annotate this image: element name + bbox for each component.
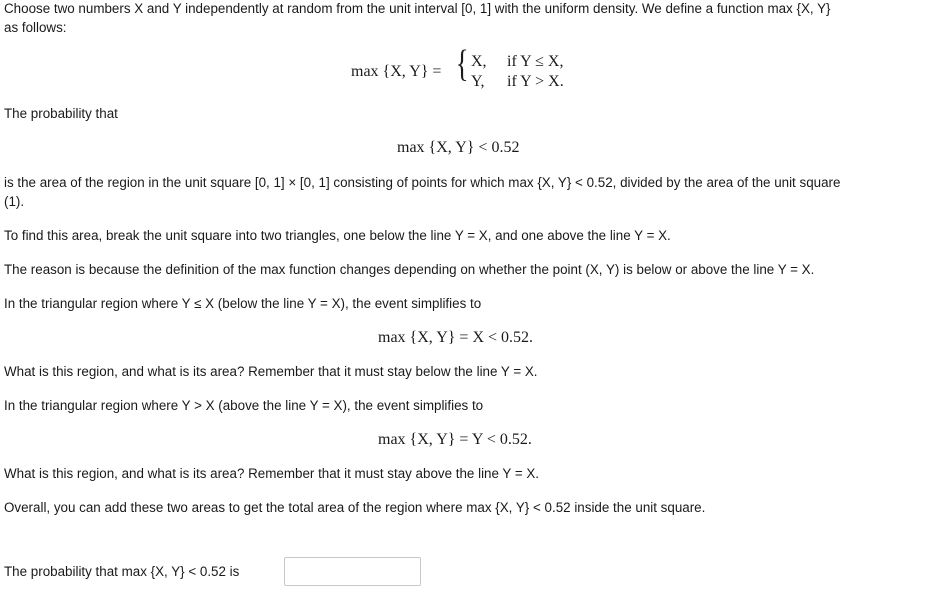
answer-input[interactable] [284,557,421,586]
area-paragraph-line-1: is the area of the region in the unit square [0, 1] × [0, 1] consisting of points for which max {X, Y} < 0.52, divided by the area of the unit square [4,175,841,190]
left-brace-icon: { [455,43,469,85]
definition-lhs: max {X, Y} = [351,63,442,80]
reason-paragraph: The reason is because the definition of the max function changes depending on whether the point (X, Y) is below or above the line Y = X. [4,262,815,277]
probability-label: The probability that [4,106,118,121]
triangles-paragraph: To find this area, break the unit square into two triangles, one below the line Y = X, and one above the line Y = X. [4,228,671,243]
region-1-intro: In the triangular region where Y ≤ X (below the line Y = X), the event simplifies to [4,296,482,311]
answer-label: The probability that max {X, Y} < 0.52 is [4,564,240,579]
region-2-question: What is this region, and what is its area? Remember that it must stay above the line Y = X. [4,466,540,481]
overall-paragraph: Overall, you can add these two areas to get the total area of the region where max {X, Y} < 0.52 inside the unit square. [4,500,706,515]
region-2-intro: In the triangular region where Y > X (above the line Y = X), the event simplifies to [4,398,484,413]
case-2-value: Y, [471,73,485,90]
case-1-value: X, [471,53,487,70]
region-1-equation: max {X, Y} = X < 0.52. [378,329,534,346]
intro-line-2: as follows: [4,20,67,35]
case-2-condition: if Y > X. [507,73,564,90]
area-paragraph-line-2: (1). [4,194,25,209]
region-2-equation: max {X, Y} = Y < 0.52. [378,431,532,448]
event-display: max {X, Y} < 0.52 [397,139,520,156]
region-1-question: What is this region, and what is its area? Remember that it must stay below the line Y = X. [4,364,538,379]
case-1-condition: if Y ≤ X, [507,53,564,70]
intro-line-1: Choose two numbers X and Y independently at random from the unit interval [0, 1] with the uniform density. We define a function max {X, Y} [4,1,831,16]
